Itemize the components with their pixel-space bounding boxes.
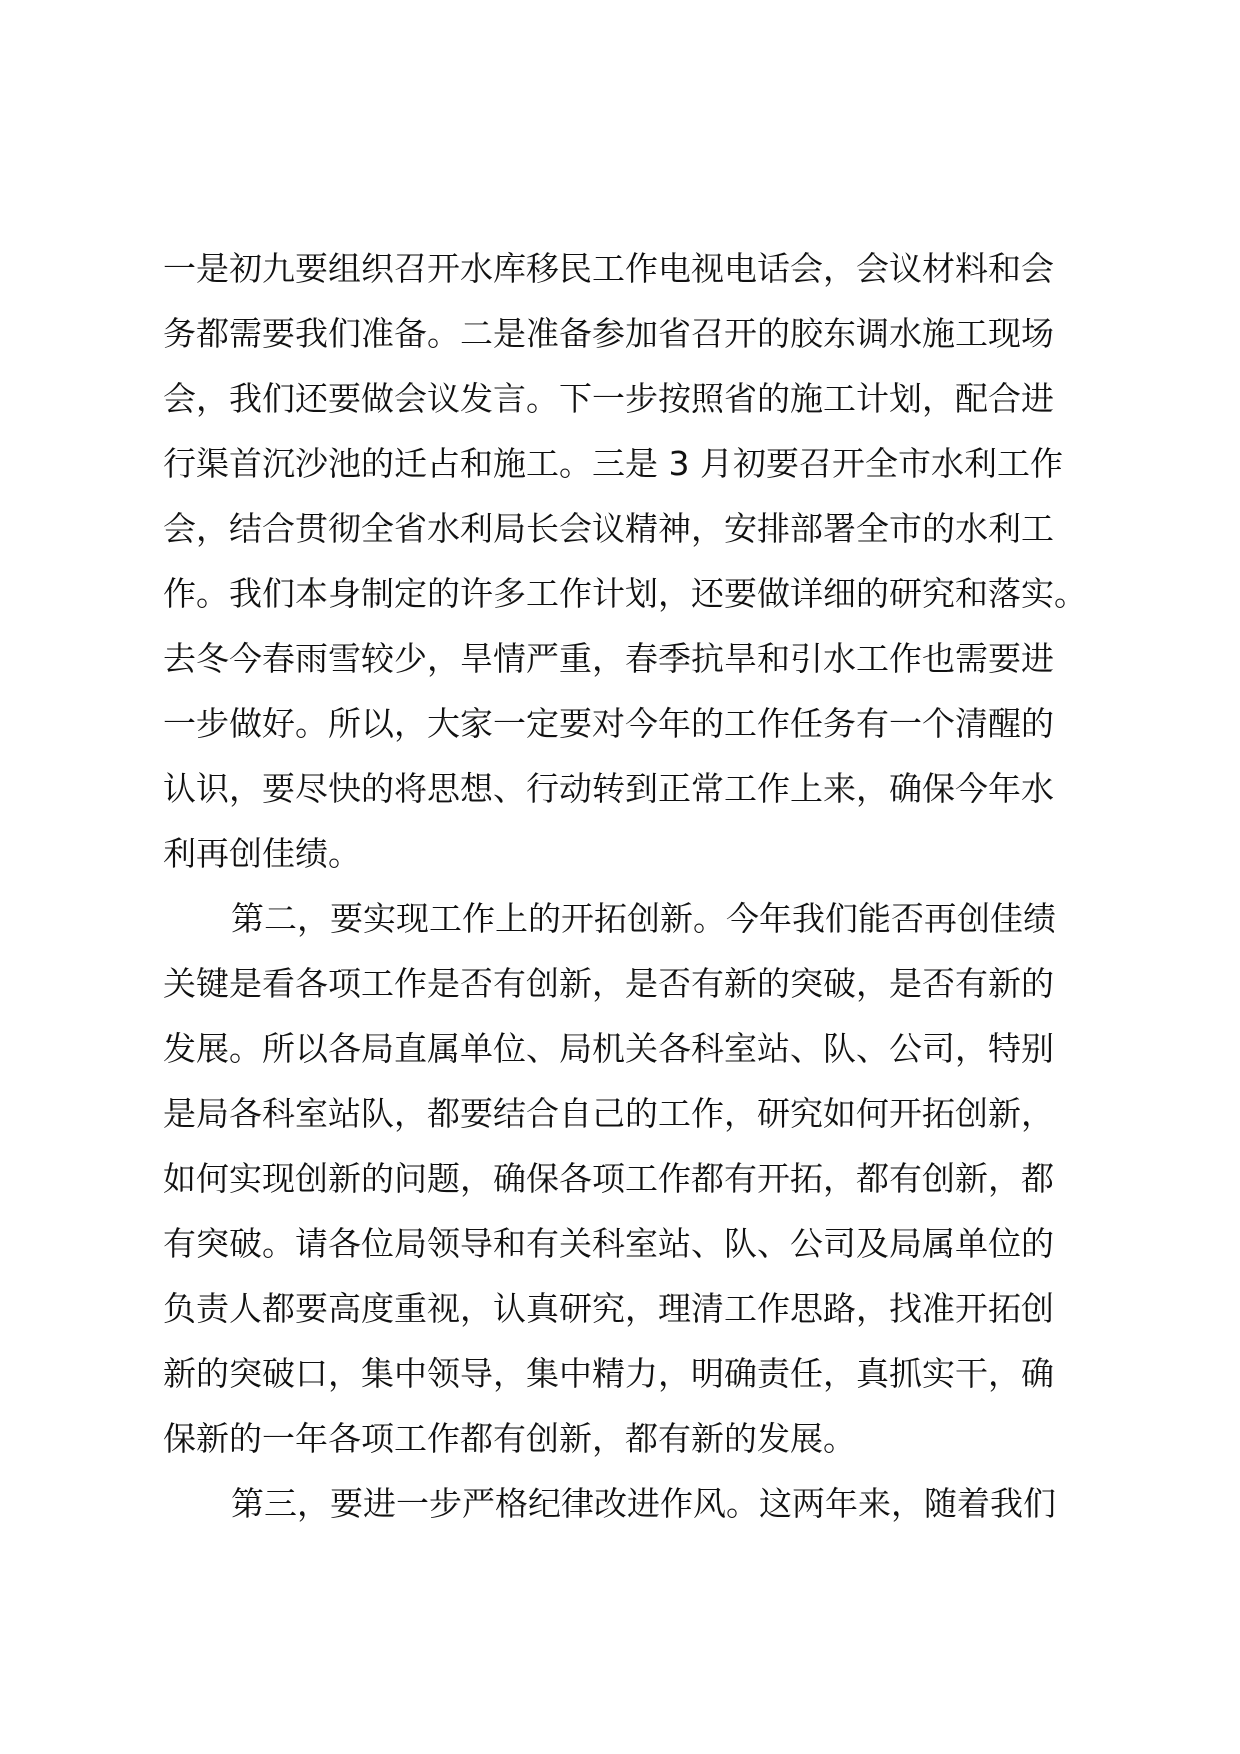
- body-text: [163, 236, 1087, 1536]
- text-line: 一步做好。所以，大家一定要对今年的工作任务有一个清醒的: [163, 704, 1054, 743]
- text-line: 新的突破口，集中领导，集中精力，明确责任，真抓实干，确: [163, 1354, 1054, 1393]
- text-line: 行渠首沉沙池的迁占和施工。三是 3 月初要召开全市水利工作: [163, 444, 1063, 483]
- text-line: 发展。所以各局直属单位、局机关各科室站、队、公司，特别: [163, 1029, 1054, 1068]
- text-line: 保新的一年各项工作都有创新，都有新的发展。: [163, 1419, 856, 1458]
- text-line: 一是初九要组织召开水库移民工作电视电话会，会议材料和会: [163, 249, 1054, 288]
- text-line: 会，我们还要做会议发言。下一步按照省的施工计划，配合进: [163, 379, 1054, 418]
- paragraph-first-line: 第三，要进一步严格纪律改进作风。这两年来，随着我们: [231, 1484, 1056, 1523]
- text-line: 关键是看各项工作是否有创新，是否有新的突破，是否有新的: [163, 964, 1054, 1003]
- text-line: 去冬今春雨雪较少，旱情严重，春季抗旱和引水工作也需要进: [163, 639, 1054, 678]
- text-line: 作。我们本身制定的许多工作计划，还要做详细的研究和落实。: [163, 574, 1087, 613]
- text-line: 会，结合贯彻全省水利局长会议精神，安排部署全市的水利工: [163, 509, 1054, 548]
- text-line: 务都需要我们准备。二是准备参加省召开的胶东调水施工现场: [163, 314, 1054, 353]
- text-line: 利再创佳绩。: [163, 834, 361, 873]
- text-line: 是局各科室站队，都要结合自己的工作，研究如何开拓创新，: [163, 1094, 1054, 1133]
- text-line: 负责人都要高度重视，认真研究，理清工作思路，找准开拓创: [163, 1289, 1054, 1328]
- text-line: 有突破。请各位局领导和有关科室站、队、公司及局属单位的: [163, 1224, 1054, 1263]
- paragraph-first-line: 第二，要实现工作上的开拓创新。今年我们能否再创佳绩: [231, 899, 1056, 938]
- text-line: 认识，要尽快的将思想、行动转到正常工作上来，确保今年水: [163, 769, 1054, 808]
- text-line: 如何实现创新的问题，确保各项工作都有开拓，都有创新，都: [163, 1159, 1054, 1198]
